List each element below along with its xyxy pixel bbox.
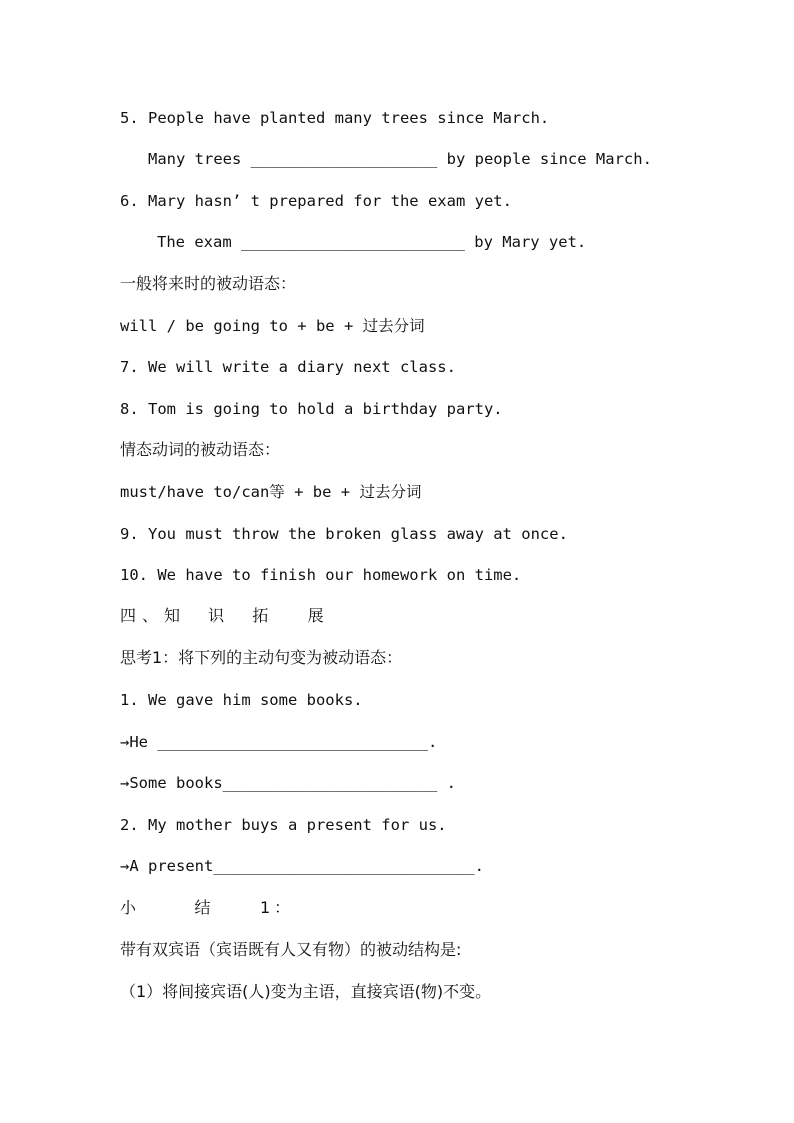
summary-1-heading: 小 结 1： bbox=[120, 898, 295, 917]
item-8-sentence: 8. Tom is going to hold a birthday party. bbox=[120, 400, 503, 418]
exercise-1-answer-a: →He _____________________________. bbox=[120, 733, 438, 751]
item-6-answer-blank: The exam ________________________ by Mary yet. bbox=[157, 233, 587, 251]
exercise-2-answer: →A present____________________________. bbox=[120, 857, 484, 875]
item-9-sentence: 9. You must throw the broken glass away at once. bbox=[120, 525, 568, 543]
future-passive-heading: 一般将来时的被动语态： bbox=[120, 274, 297, 293]
exercise-1-sentence: 1. We gave him some books. bbox=[120, 691, 363, 709]
modal-passive-formula: must/have to/can等 + be + 过去分词 bbox=[120, 483, 422, 501]
item-6-sentence: 6. Mary hasn’ t prepared for the exam yet. bbox=[120, 192, 512, 210]
item-5-answer-blank: Many trees ____________________ by people since March. bbox=[148, 150, 652, 168]
item-7-sentence: 7. We will write a diary next class. bbox=[120, 358, 456, 376]
exercise-2-sentence: 2. My mother buys a present for us. bbox=[120, 816, 447, 834]
double-object-rule-heading: 带有双宾语（宾语既有人又有物）的被动结构是: bbox=[120, 940, 462, 959]
section-four-heading: 四、知 识 拓 展 bbox=[120, 606, 330, 625]
exercise-1-instruction: 思考1：将下列的主动句变为被动语态： bbox=[120, 648, 403, 667]
exercise-1-answer-b: →Some books_______________________ . bbox=[120, 774, 456, 792]
item-5-sentence: 5. People have planted many trees since March. bbox=[120, 109, 550, 127]
future-passive-formula: will / be going to + be + 过去分词 bbox=[120, 317, 425, 335]
double-object-rule-1: （1）将间接宾语(人)变为主语，直接宾语(物)不变。 bbox=[120, 982, 492, 1001]
item-10-sentence: 10. We have to finish our homework on time. bbox=[120, 566, 522, 584]
modal-passive-heading: 情态动词的被动语态： bbox=[120, 440, 281, 459]
